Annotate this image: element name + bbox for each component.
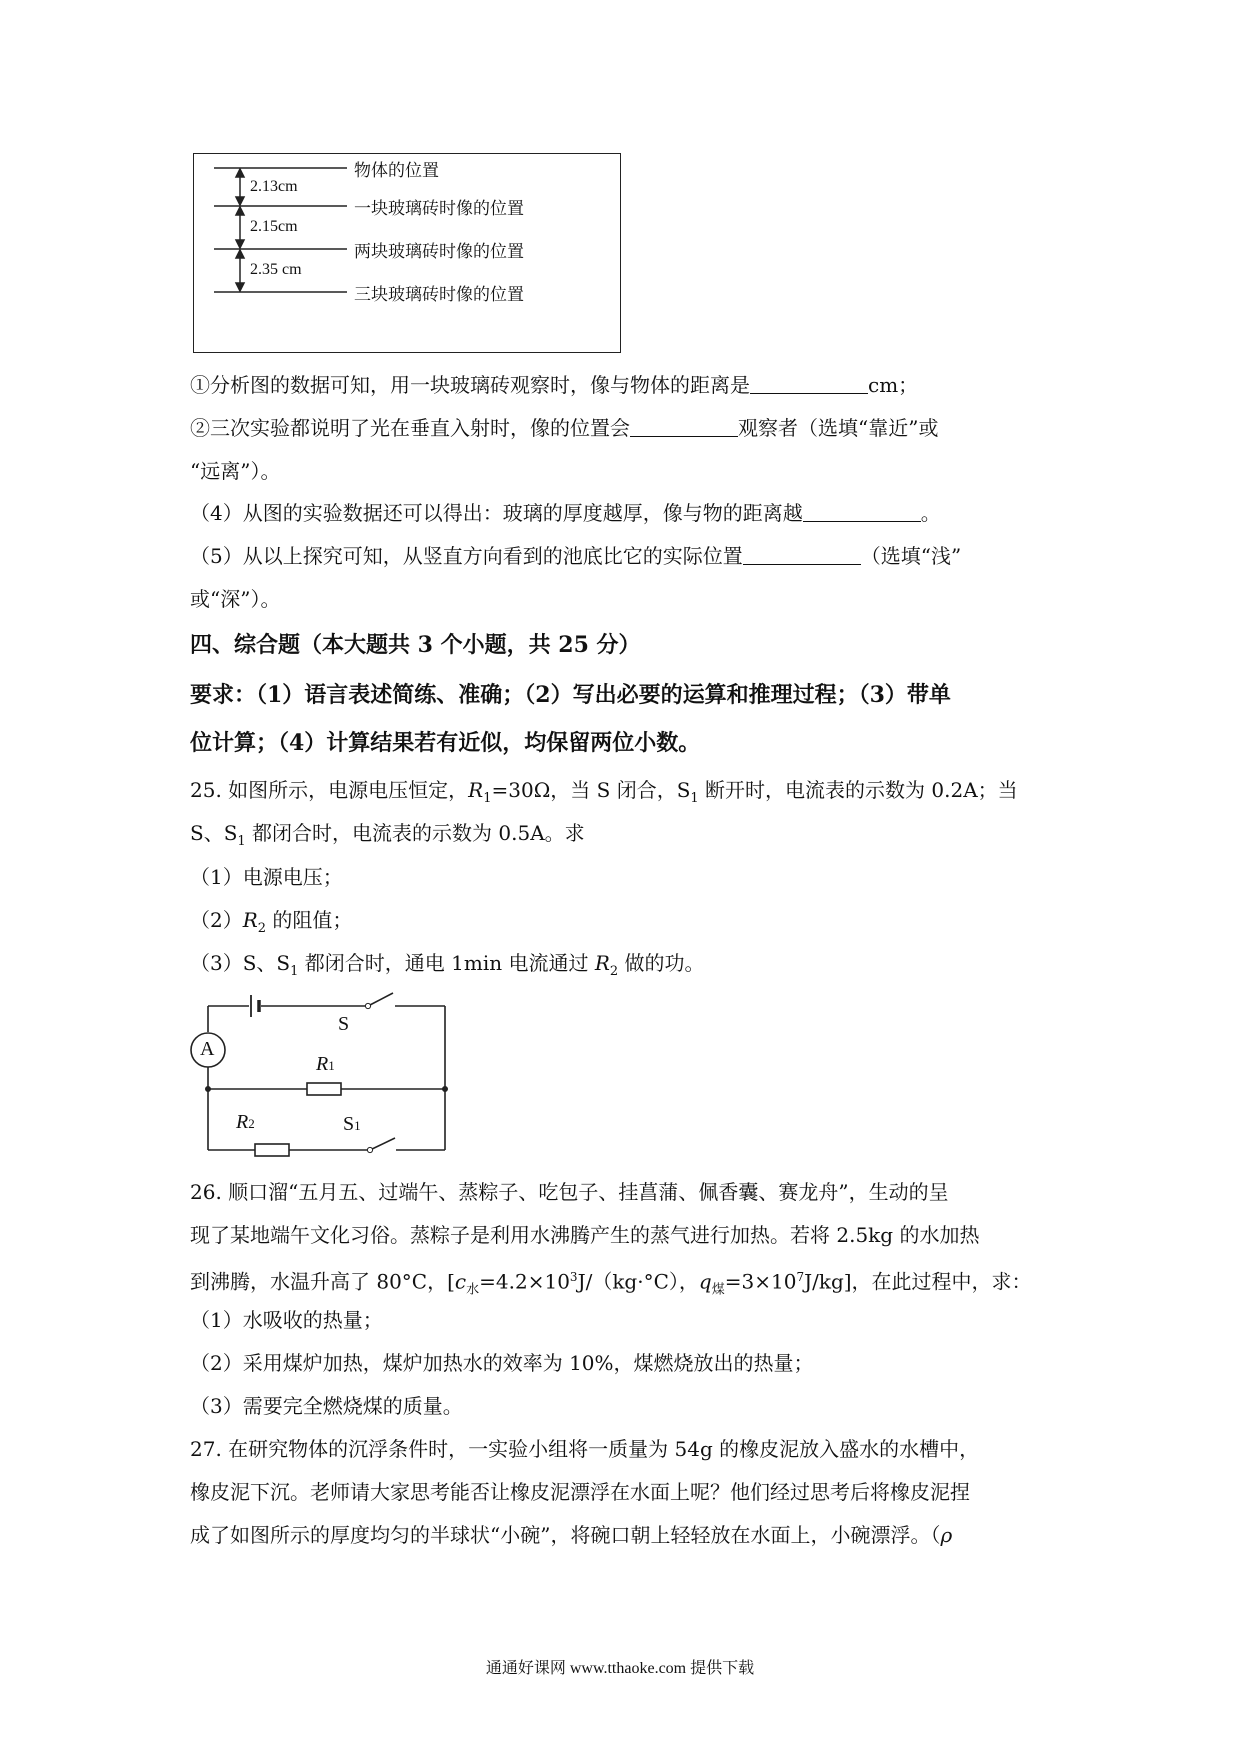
switch-s-blade — [368, 993, 393, 1006]
question-5: （5）从以上探究可知，从竖直方向看到的池底比它的实际位置 （选填“浅” — [190, 544, 962, 568]
sub-question-2: ②三次实验都说明了光在垂直入射时，像的位置会 观察者（选填“靠近”或 — [190, 416, 939, 440]
question-26-part-1: （1）水吸收的热量； — [190, 1308, 383, 1332]
resistor-r1 — [307, 1083, 341, 1095]
object-position-label: 物体的位置 — [354, 161, 439, 181]
question-26-line-2: 现了某地端午文化习俗。蒸粽子是利用水沸腾产生的蒸气进行加热。若将 2.5kg 的水加热 — [190, 1223, 980, 1247]
question-5-cont: 或“深”）。 — [190, 587, 281, 611]
question-4: （4）从图的实验数据还可以得出：玻璃的厚度越厚，像与物的距离越 。 — [190, 501, 941, 525]
sub-question-1: ①分析图的数据可知，用一块玻璃砖观察时，像与物体的距离是 cm； — [190, 373, 919, 397]
question-27-line-2: 橡皮泥下沉。老师请大家思考能否让橡皮泥漂浮在水面上呢？他们经过思考后将橡皮泥捏 — [190, 1480, 970, 1504]
answer-blank[interactable] — [630, 414, 738, 437]
question-25-part-1: （1）电源电压； — [190, 865, 343, 889]
r1-label: R1 — [316, 1053, 335, 1075]
distance-label-2: 2.15cm — [250, 218, 298, 235]
page-footer: 通通好课网 www.tthaoke.com 提供下载 — [485, 1660, 755, 1677]
question-27-line-3: 成了如图所示的厚度均匀的半球状“小碗”，将碗口朝上轻轻放在水面上，小碗漂浮。（ρ — [190, 1523, 953, 1547]
switch-s1-label: S1 — [343, 1113, 361, 1135]
r2-label: R2 — [236, 1111, 255, 1133]
switch-s1-blade — [370, 1138, 395, 1150]
section-title: 四、综合题（本大题共 3 个小题，共 25 分） — [190, 632, 641, 658]
answer-blank[interactable] — [750, 371, 868, 394]
distance-label-3: 2.35 cm — [250, 261, 302, 278]
image-position-figure — [193, 153, 621, 353]
switch-s-label: S — [338, 1013, 350, 1035]
image3-position-label: 三块玻璃砖时像的位置 — [354, 285, 524, 305]
answer-blank[interactable] — [743, 542, 861, 565]
ammeter-label: A — [200, 1038, 215, 1060]
question-25: 25. 如图所示，电源电压恒定，$R_1=30\Omega$，当 S 闭合，$S_1$ 断开时，电流表的示数为 0.2A；当 — [190, 778, 1018, 806]
question-25-part-3: （3）S、$S_1$ 都闭合时，通电 1min 电流通过 $R_2$ 做的功。 — [190, 951, 705, 979]
circuit-figure — [183, 988, 463, 1163]
question-27: 27. 在研究物体的沉浮条件时，一实验小组将一质量为 54g 的橡皮泥放入盛水的水槽中， — [190, 1437, 980, 1461]
distance-label-1: 2.13cm — [250, 178, 298, 195]
sub-question-2-cont: “远离”）。 — [190, 459, 281, 483]
question-26-part-2: （2）采用煤炉加热，煤炉加热水的效率为 10%，煤燃烧放出的热量； — [190, 1351, 814, 1375]
section-requirements: 要求：（1）语言表述简练、准确；（2）写出必要的运算和推理过程；（3）带单 — [190, 682, 951, 708]
answer-blank[interactable] — [803, 499, 921, 522]
question-25-part-2: $(2)R_2$ 的阻值； — [190, 908, 353, 936]
resistor-r2 — [255, 1144, 289, 1156]
image1-position-label: 一块玻璃砖时像的位置 — [354, 199, 524, 219]
question-26-line-3: 到沸腾，水温升高了 80°C，[$c_水=4.2\times 10^3J/(kg\cdot^\circ C)$，$q_煤=3\times 10^7J/kg$]，在此过程中，求： — [190, 1269, 1032, 1298]
question-26-part-3: （3）需要完全燃烧煤的质量。 — [190, 1394, 463, 1418]
section-requirements-cont: 位计算；（4）计算结果若有近似，均保留两位小数。 — [190, 730, 701, 756]
question-26: 26. 顺口溜“五月五、过端午、蒸粽子、吃包子、挂菖蒲、佩香囊、赛龙舟”，生动的呈 — [190, 1180, 949, 1204]
question-25-cont: S、$S_1$ 都闭合时，电流表的示数为 0.5A。求 — [190, 821, 585, 849]
image2-position-label: 两块玻璃砖时像的位置 — [354, 242, 524, 262]
